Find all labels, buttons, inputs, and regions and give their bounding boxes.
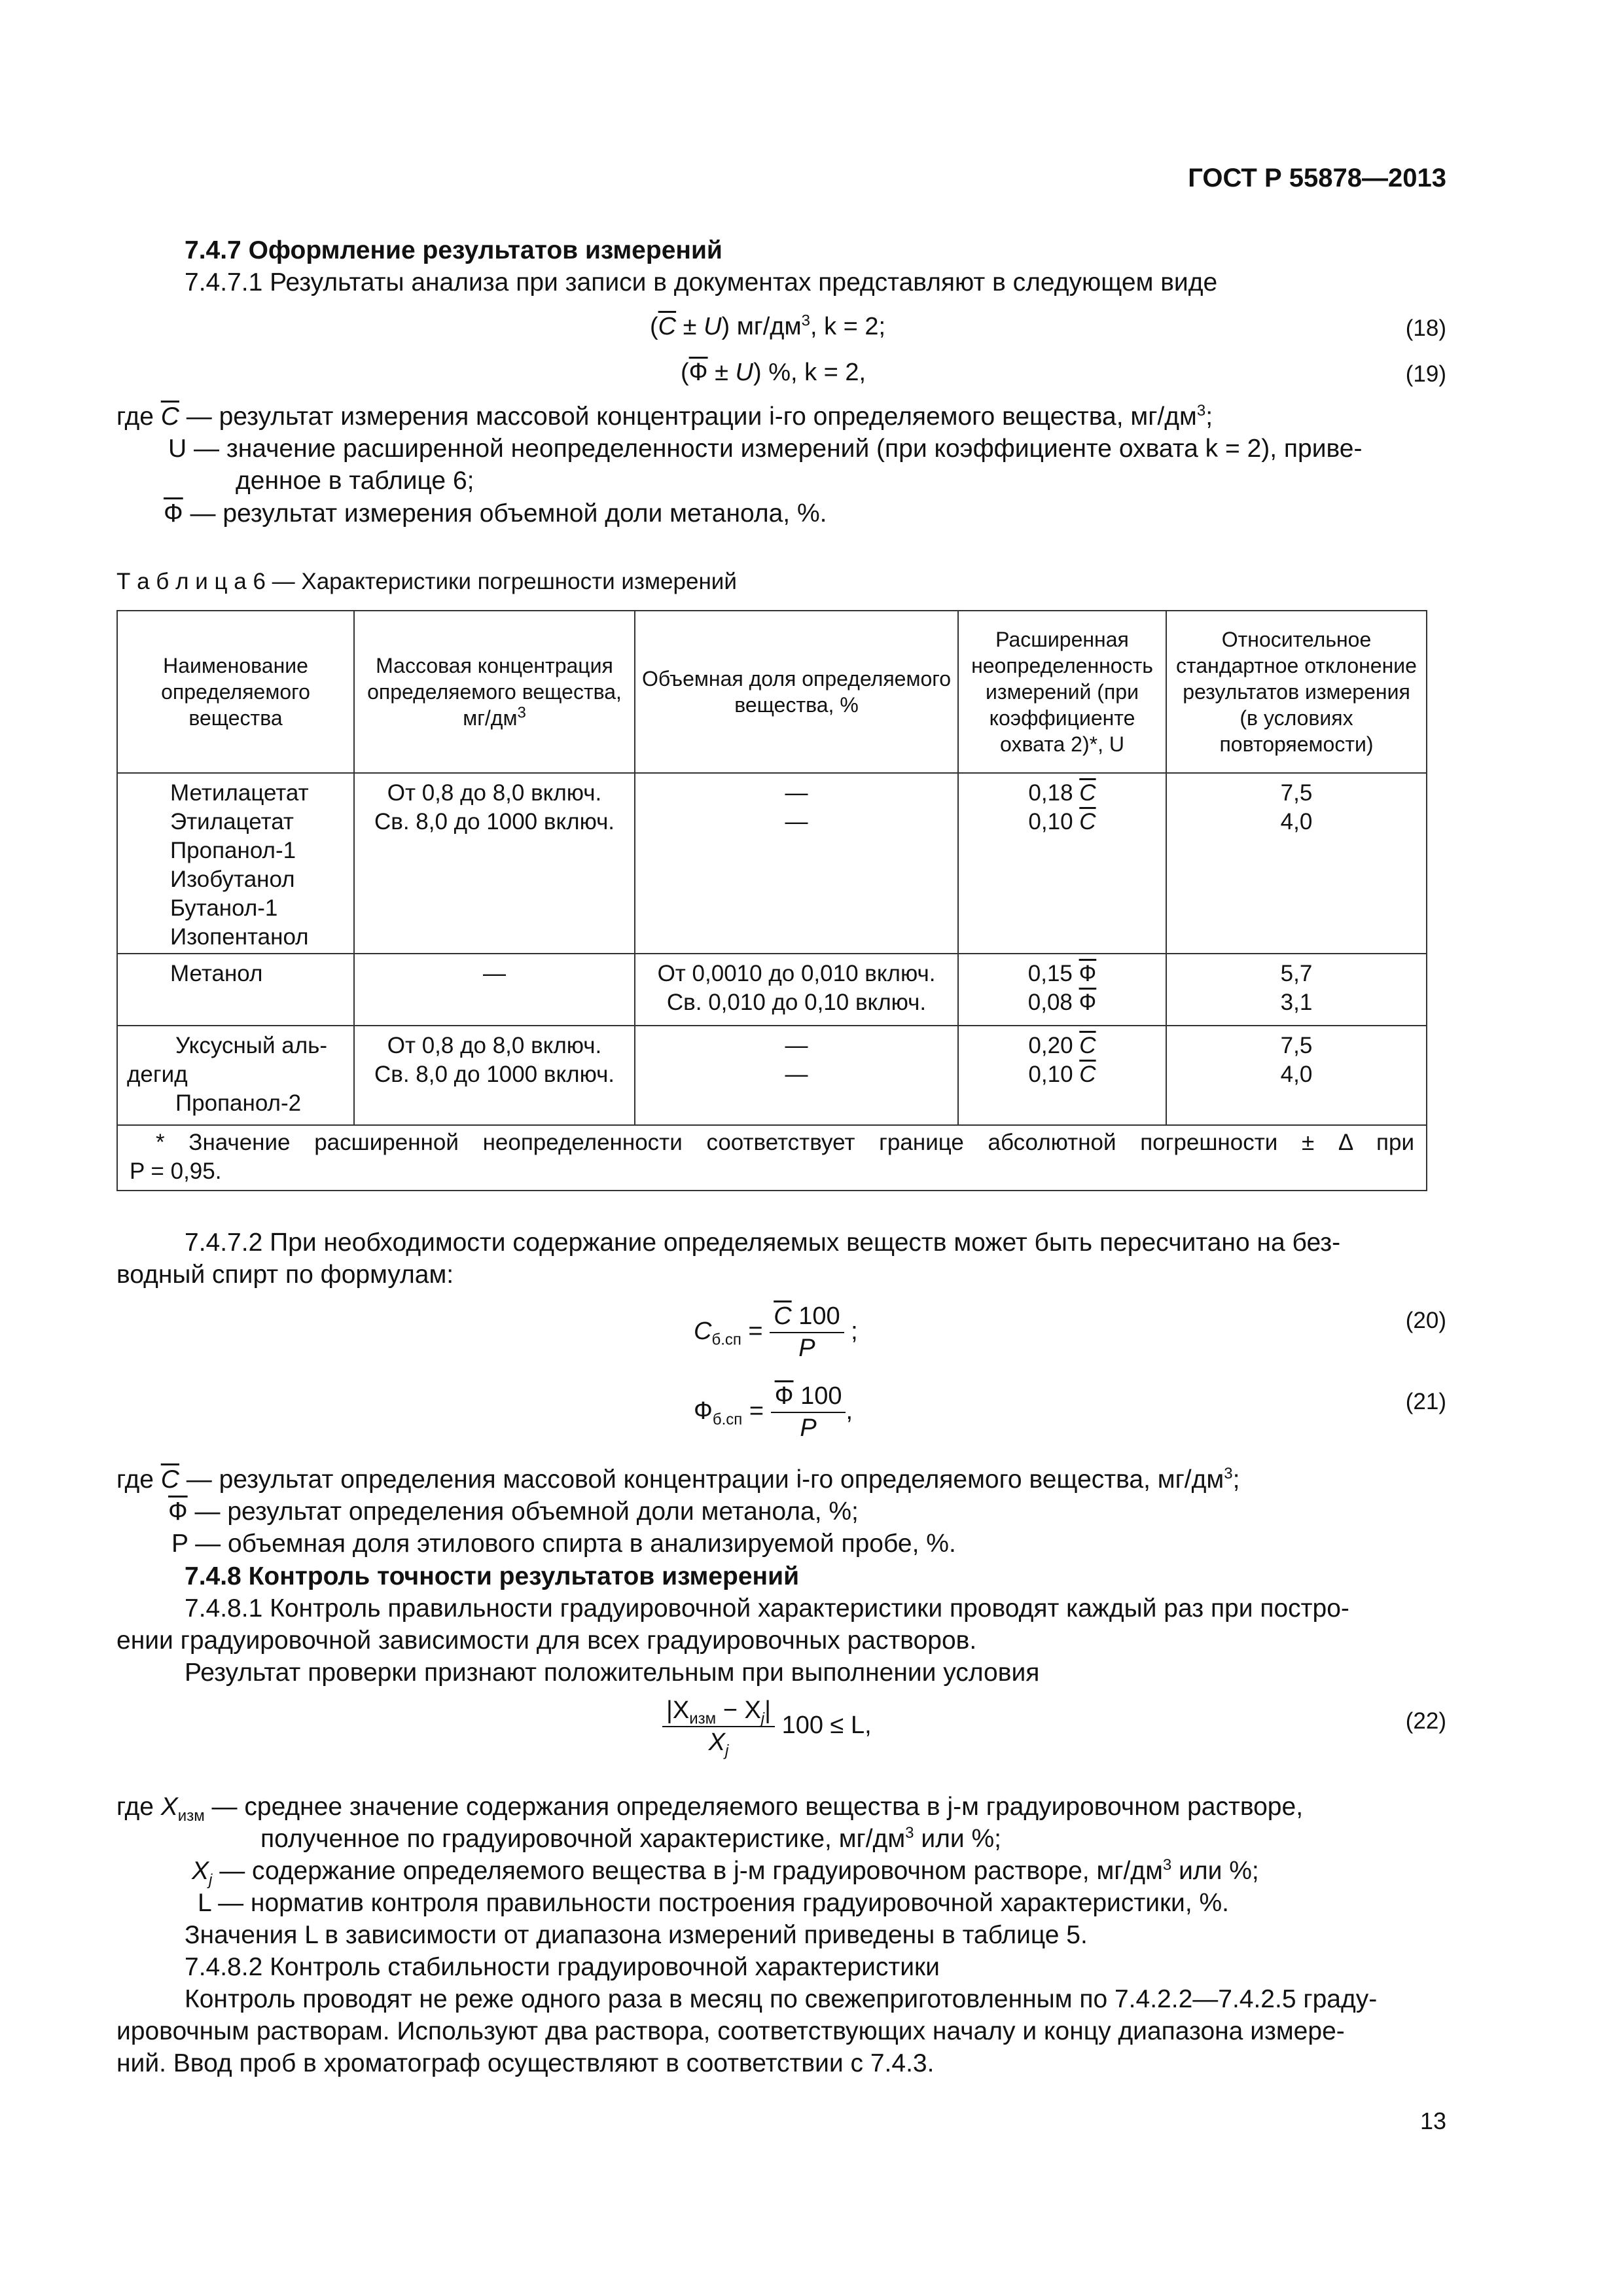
equation-19: (Ф ± U) %, k = 2,	[681, 359, 866, 386]
equation-18: $(\overline{C} \pm U)$ $мг/дм^3$, k = 2;	[650, 312, 886, 340]
std-deviation-cell: 7,5 4,0	[1280, 1033, 1313, 1087]
paragraph-7-4-7-2: 7.4.7.2 При необходимости содержание определяемых веществ может быть пересчитано на без-	[185, 1229, 1341, 1257]
table-row	[118, 1025, 1426, 1124]
volume-cell: — —	[635, 1026, 959, 1124]
header-uncertainty: Расширенная неопределенность измерений (при коэффициенте охвата 2)*, U	[959, 611, 1167, 772]
paragraph-7-4-7-2-cont: водный спирт по формулам:	[116, 1261, 454, 1289]
where-u-definition: U — значение расширенной неопределенности измерений (при коэффициенте охвата k = 2), приве-	[168, 435, 1363, 463]
uncertainty-cell: 0,20 $\overline{C}$ 0,10 $\overline{C}$	[959, 1026, 1167, 1124]
page-number: 13	[1419, 2108, 1446, 2134]
paragraph-stability-1: Контроль проводят не реже одного раза в месяц по свежеприготовленным по 7.4.2.2—7.4.2.5 граду-	[185, 1985, 1378, 2013]
where-phi-definition-2: Ф — результат определения объемной доли метанола, %;	[168, 1498, 859, 1526]
std-deviation-cell: 7,5 4,0	[1280, 780, 1313, 834]
paragraph-condition: Результат проверки признают положительным при выполнении условия	[185, 1659, 1040, 1687]
header-std-deviation: Относительное стандартное отклонение результатов измерения (в условиях повторяемости)	[1176, 628, 1417, 756]
header-volume-fraction: Объемная доля определяемого вещества, %	[635, 611, 959, 772]
header-mass-concentration: Массовая концентрация определяемого вещества, $мг/дм^3$	[355, 611, 635, 772]
mass-cell: —	[355, 954, 635, 1025]
volume-cell: — —	[635, 774, 959, 953]
where-phi-definition: Ф — результат измерения объемной доли метанола, %.	[164, 499, 827, 528]
equation-20-number: (20)	[1405, 1308, 1446, 1333]
mass-cell: От 0,8 до 8,0 включ. Св. 8,0 до 1000 включ.	[355, 1026, 635, 1124]
equation-20: $C_{б.сп}$ = $\frac{\overline{C} 100}{P}$ ;	[694, 1302, 858, 1362]
paragraph-7-4-8-2: 7.4.8.2 Контроль стабильности градуировочной характеристики	[185, 1953, 940, 1981]
substance-cell: Уксусный аль- дегид Пропанол-2	[118, 1026, 355, 1124]
where-p-definition: P — объемная доля этилового спирта в анализируемой пробе, %.	[171, 1530, 956, 1558]
table-6-caption: Т а б л и ц а 6 — Характеристики погрешности измерений	[116, 569, 737, 594]
where-c-definition: где $\overline{C}$ — результат измерения массовой концентрации i-го определяемого вещества, $мг/дм^3$;	[116, 402, 1213, 431]
section-7-4-7-title: 7.4.7 Оформление результатов измерений	[185, 236, 722, 264]
header-substance: Наименование определяемого вещества	[118, 611, 355, 772]
mass-cell: От 0,8 до 8,0 включ. Св. 8,0 до 1000 включ.	[355, 774, 635, 953]
where-x-meas-definition-cont: полученное по градуировочной характеристике, $мг/дм^3$ или %;	[260, 1824, 1002, 1853]
uncertainty-cell: 0,18 $\overline{C}$ 0,10 $\overline{C}$	[959, 774, 1167, 953]
equation-21: $Ф_{б.сп}$ = $\frac{Ф 100}{P}$ ,	[694, 1382, 853, 1442]
where-x-meas-definition: где $X_{изм}$ — среднее значение содержания определяемого вещества в j-м градуировочном растворе,	[116, 1793, 1304, 1825]
equation-21-number: (21)	[1405, 1389, 1446, 1414]
section-7-4-8-title: 7.4.8 Контроль точности результатов измерений	[185, 1562, 800, 1590]
paragraph-7-4-7-1: 7.4.7.1 Результаты анализа при записи в документах представляют в следующем виде	[185, 268, 1218, 296]
paragraph-7-4-8-1-cont: ении градуировочной зависимости для всех градуировочных растворов.	[116, 1626, 977, 1655]
table-row	[118, 953, 1426, 1025]
substance-cell: Метилацетат Этилацетат Пропанол-1 Изобутанол Бутанол-1 Изопентанол	[118, 774, 355, 953]
table-header-row	[118, 611, 1426, 772]
std-deviation-cell: 5,7 3,1	[1280, 961, 1313, 1015]
where-u-definition-cont: денное в таблице 6;	[236, 467, 474, 495]
paragraph-stability-2: ировочным растворам. Используют два раствора, соответствующих началу и концу диапазона измере-	[116, 2017, 1345, 2045]
equation-18-number: (18)	[1405, 315, 1446, 341]
equation-22-number: (22)	[1405, 1708, 1446, 1734]
standard-header: ГОСТ Р 55878—2013	[1188, 164, 1446, 192]
table-6	[116, 610, 1427, 1191]
paragraph-l-values: Значения L в зависимости от диапазона измерений приведены в таблице 5.	[185, 1921, 1088, 1949]
paragraph-7-4-8-1: 7.4.8.1 Контроль правильности градуировочной характеристики проводят каждый раз при постро-	[185, 1594, 1349, 1623]
volume-cell: От 0,0010 до 0,010 включ. Св. 0,010 до 0,10 включ.	[635, 954, 959, 1025]
where-xj-definition: $X_j$ — содержание определяемого вещества в j-м градуировочном растворе, $мг/дм^3$ или %;	[192, 1856, 1259, 1889]
where-l-definition: L — норматив контроля правильности построения градуировочной характеристики, %.	[198, 1889, 1230, 1917]
equation-22: $\frac{|X_{изм} - X_j|}{X_j}$ 100 ≤ L,	[662, 1696, 872, 1757]
equation-19-number: (19)	[1405, 361, 1446, 387]
table-row	[118, 772, 1426, 953]
where-c-definition-2: где $\overline{C}$ — результат определения массовой концентрации i-го определяемого вещества, $мг/дм^3$;	[116, 1465, 1240, 1494]
table-footnote: * Значение расширенной неопределенности соответствует границе абсолютной погрешности ± Δ при P = 0,95.	[118, 1124, 1426, 1190]
substance-cell: Метанол	[118, 954, 355, 1025]
uncertainty-cell: 0,15 Ф 0,08 Ф	[959, 954, 1167, 1025]
paragraph-stability-3: ний. Ввод проб в хроматограф осуществляют в соответствии с 7.4.3.	[116, 2049, 935, 2077]
